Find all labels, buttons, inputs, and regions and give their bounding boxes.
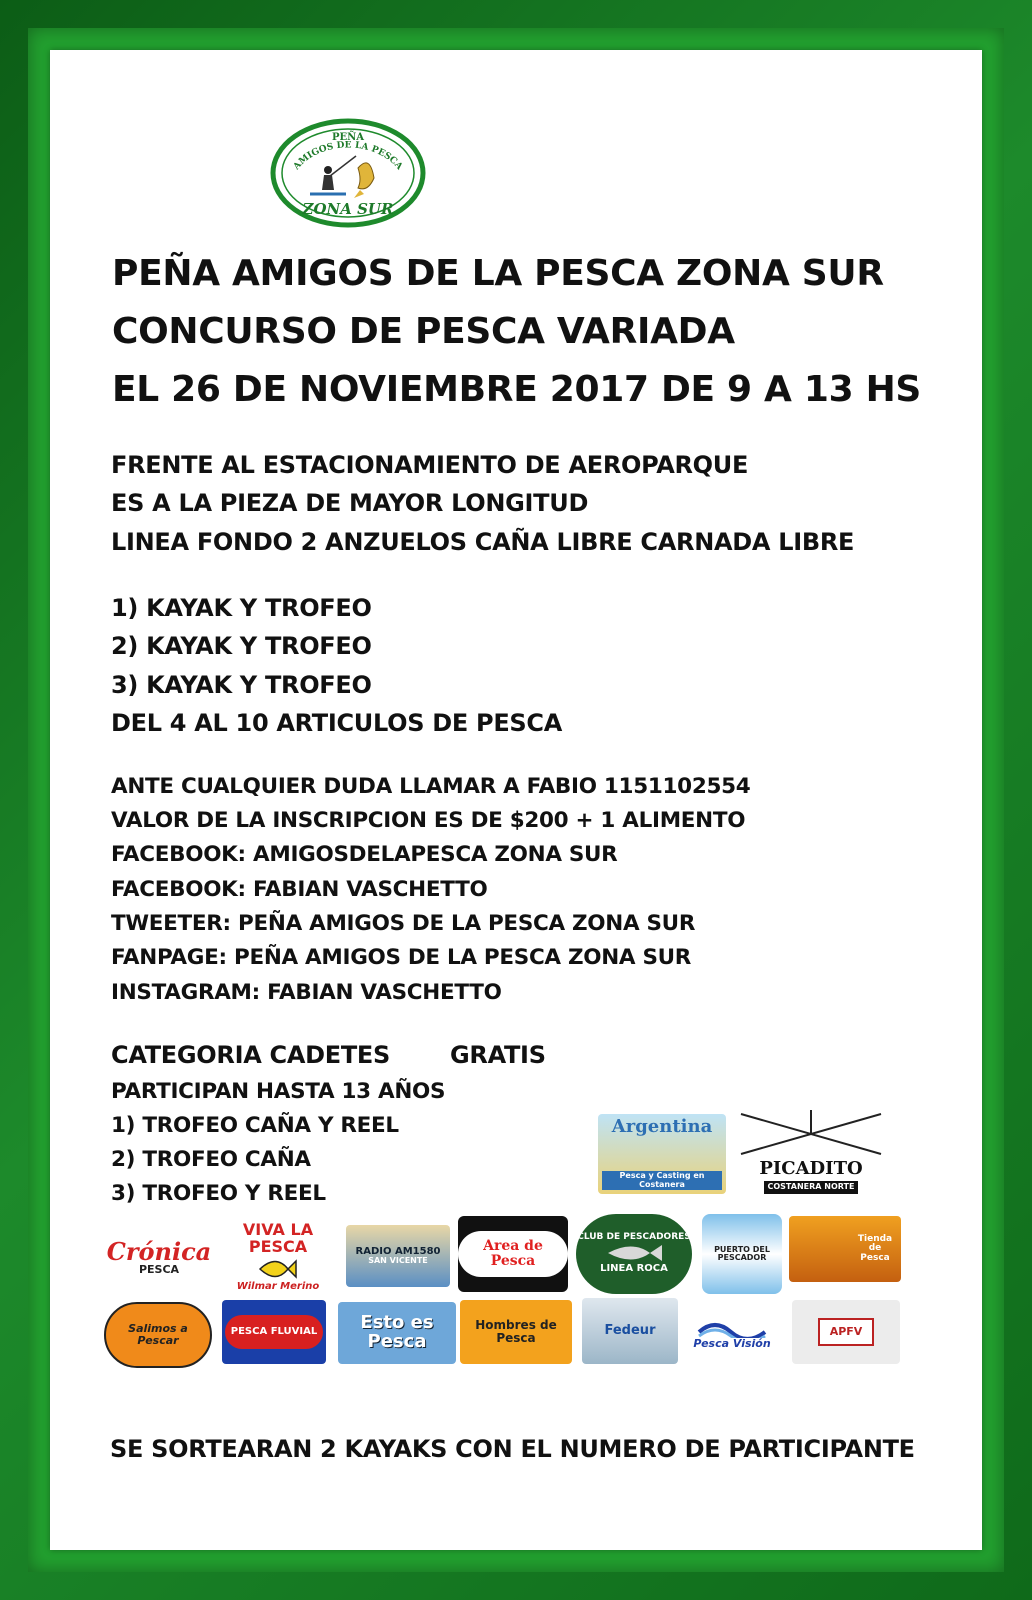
sponsor-title: Hombres de Pesca xyxy=(475,1318,557,1345)
detail-line: FRENTE AL ESTACIONAMIENTO DE AEROPARQUE xyxy=(111,451,749,479)
sponsor-pfp-logo xyxy=(222,1300,326,1364)
contact-line: FACEBOOK: FABIAN VASCHETTO xyxy=(111,877,488,902)
sponsor-argentina-logo xyxy=(598,1114,726,1194)
sponsor-title: Tienda de Pesca xyxy=(857,1233,893,1263)
fish-icon xyxy=(604,1242,664,1264)
logo-bottom-text: ZONA SUR xyxy=(302,200,394,218)
sponsor-salimos-logo xyxy=(104,1302,212,1368)
prize-line: 3) KAYAK Y TROFEO xyxy=(111,671,372,699)
contact-line: VALOR DE LA INSCRIPCION ES DE $200 + 1 ALIMENTO xyxy=(111,808,746,833)
sponsor-vision-logo xyxy=(684,1302,780,1364)
sponsor-title: Pesca Visión xyxy=(693,1337,771,1351)
sponsor-fedeur-logo xyxy=(582,1298,678,1364)
logo-top-text: PEÑA xyxy=(331,132,365,143)
cadetes-price: GRATIS xyxy=(450,1041,546,1069)
contact-line: FANPAGE: PEÑA AMIGOS DE LA PESCA ZONA SUR xyxy=(111,945,692,970)
footer-raffle: SE SORTEARAN 2 KAYAKS CON EL NUMERO DE PARTICIPANTE xyxy=(110,1435,915,1463)
contact-line: ANTE CUALQUIER DUDA LLAMAR A FABIO 1151102554 xyxy=(111,774,751,799)
fish-icon xyxy=(258,1256,298,1282)
sponsor-title: PUERTO DEL PESCADOR xyxy=(714,1244,770,1262)
fishing-rods-icon xyxy=(735,1108,887,1160)
sponsor-puerto-logo xyxy=(702,1214,782,1294)
sponsor-viva-logo xyxy=(218,1218,338,1296)
sponsor-apfv-logo xyxy=(792,1300,900,1364)
sponsor-title: Salimos a Pescar xyxy=(128,1322,188,1347)
sponsor-title: Area de Pesca xyxy=(458,1231,568,1276)
sponsor-subtitle: COSTANERA NORTE xyxy=(764,1181,859,1193)
heading-line-1: PEÑA AMIGOS DE LA PESCA ZONA SUR xyxy=(112,253,884,294)
heading-line-2: CONCURSO DE PESCA VARIADA xyxy=(112,311,735,352)
sponsor-tienda-logo xyxy=(789,1216,901,1282)
sponsor-picadito-logo xyxy=(735,1102,887,1200)
contact-line: INSTAGRAM: FABIAN VASCHETTO xyxy=(111,980,502,1005)
sponsor-club-logo xyxy=(576,1214,692,1294)
sponsor-title: APFV xyxy=(818,1318,875,1346)
sponsor-subtitle: PESCA xyxy=(138,1262,180,1276)
cadetes-line: 1) TROFEO CAÑA Y REEL xyxy=(111,1113,399,1138)
prize-line: DEL 4 AL 10 ARTICULOS DE PESCA xyxy=(111,709,562,737)
sponsor-title: PICADITO xyxy=(759,1158,863,1180)
sponsor-subtitle: LINEA ROCA xyxy=(600,1263,668,1275)
sponsor-title: RADIO AM1580 xyxy=(355,1245,441,1257)
sponsor-title: Argentina xyxy=(611,1116,713,1137)
cadetes-line: 3) TROFEO Y REEL xyxy=(111,1181,326,1206)
cadetes-line: 2) TROFEO CAÑA xyxy=(111,1147,311,1172)
wave-icon xyxy=(697,1316,767,1338)
sponsor-esto-logo xyxy=(338,1302,456,1364)
logo-arc-text: AMIGOS DE LA PESCA xyxy=(291,140,405,172)
contact-line: FACEBOOK: AMIGOSDELAPESCA ZONA SUR xyxy=(111,842,618,867)
sponsor-title: Crónica xyxy=(106,1236,212,1266)
club-logo xyxy=(270,118,426,228)
detail-line: ES A LA PIEZA DE MAYOR LONGITUD xyxy=(111,489,589,517)
sponsor-hombres-logo xyxy=(460,1300,572,1364)
sponsor-subtitle: Pesca y Casting en Costanera xyxy=(602,1171,722,1190)
sponsor-title: CLUB DE PESCADORES xyxy=(577,1232,691,1243)
prize-line: 1) KAYAK Y TROFEO xyxy=(111,594,372,622)
cadetes-line: PARTICIPAN HASTA 13 AÑOS xyxy=(111,1079,446,1104)
heading-line-3: EL 26 DE NOVIEMBRE 2017 DE 9 A 13 HS xyxy=(112,369,922,410)
sponsor-subtitle: Wilmar Merino xyxy=(236,1280,320,1292)
sponsor-subtitle: SAN VICENTE xyxy=(368,1256,428,1266)
cadetes-title: CATEGORIA CADETES xyxy=(111,1041,390,1069)
club-logo-emblem xyxy=(270,118,426,228)
prize-line: 2) KAYAK Y TROFEO xyxy=(111,632,372,660)
contact-line: TWEETER: PEÑA AMIGOS DE LA PESCA ZONA SUR xyxy=(111,911,696,936)
sponsor-radio-logo xyxy=(346,1225,450,1287)
sponsor-area-logo xyxy=(458,1216,568,1292)
sponsor-title: Fedeur xyxy=(604,1323,656,1339)
sponsor-cronica-logo xyxy=(105,1218,213,1296)
sponsor-title: VIVA LA PESCA xyxy=(242,1219,314,1256)
detail-line: LINEA FONDO 2 ANZUELOS CAÑA LIBRE CARNADA LIBRE xyxy=(111,528,855,556)
sponsor-title: PESCA FLUVIAL xyxy=(225,1315,323,1350)
sponsor-title: Esto es Pesca xyxy=(360,1312,434,1352)
